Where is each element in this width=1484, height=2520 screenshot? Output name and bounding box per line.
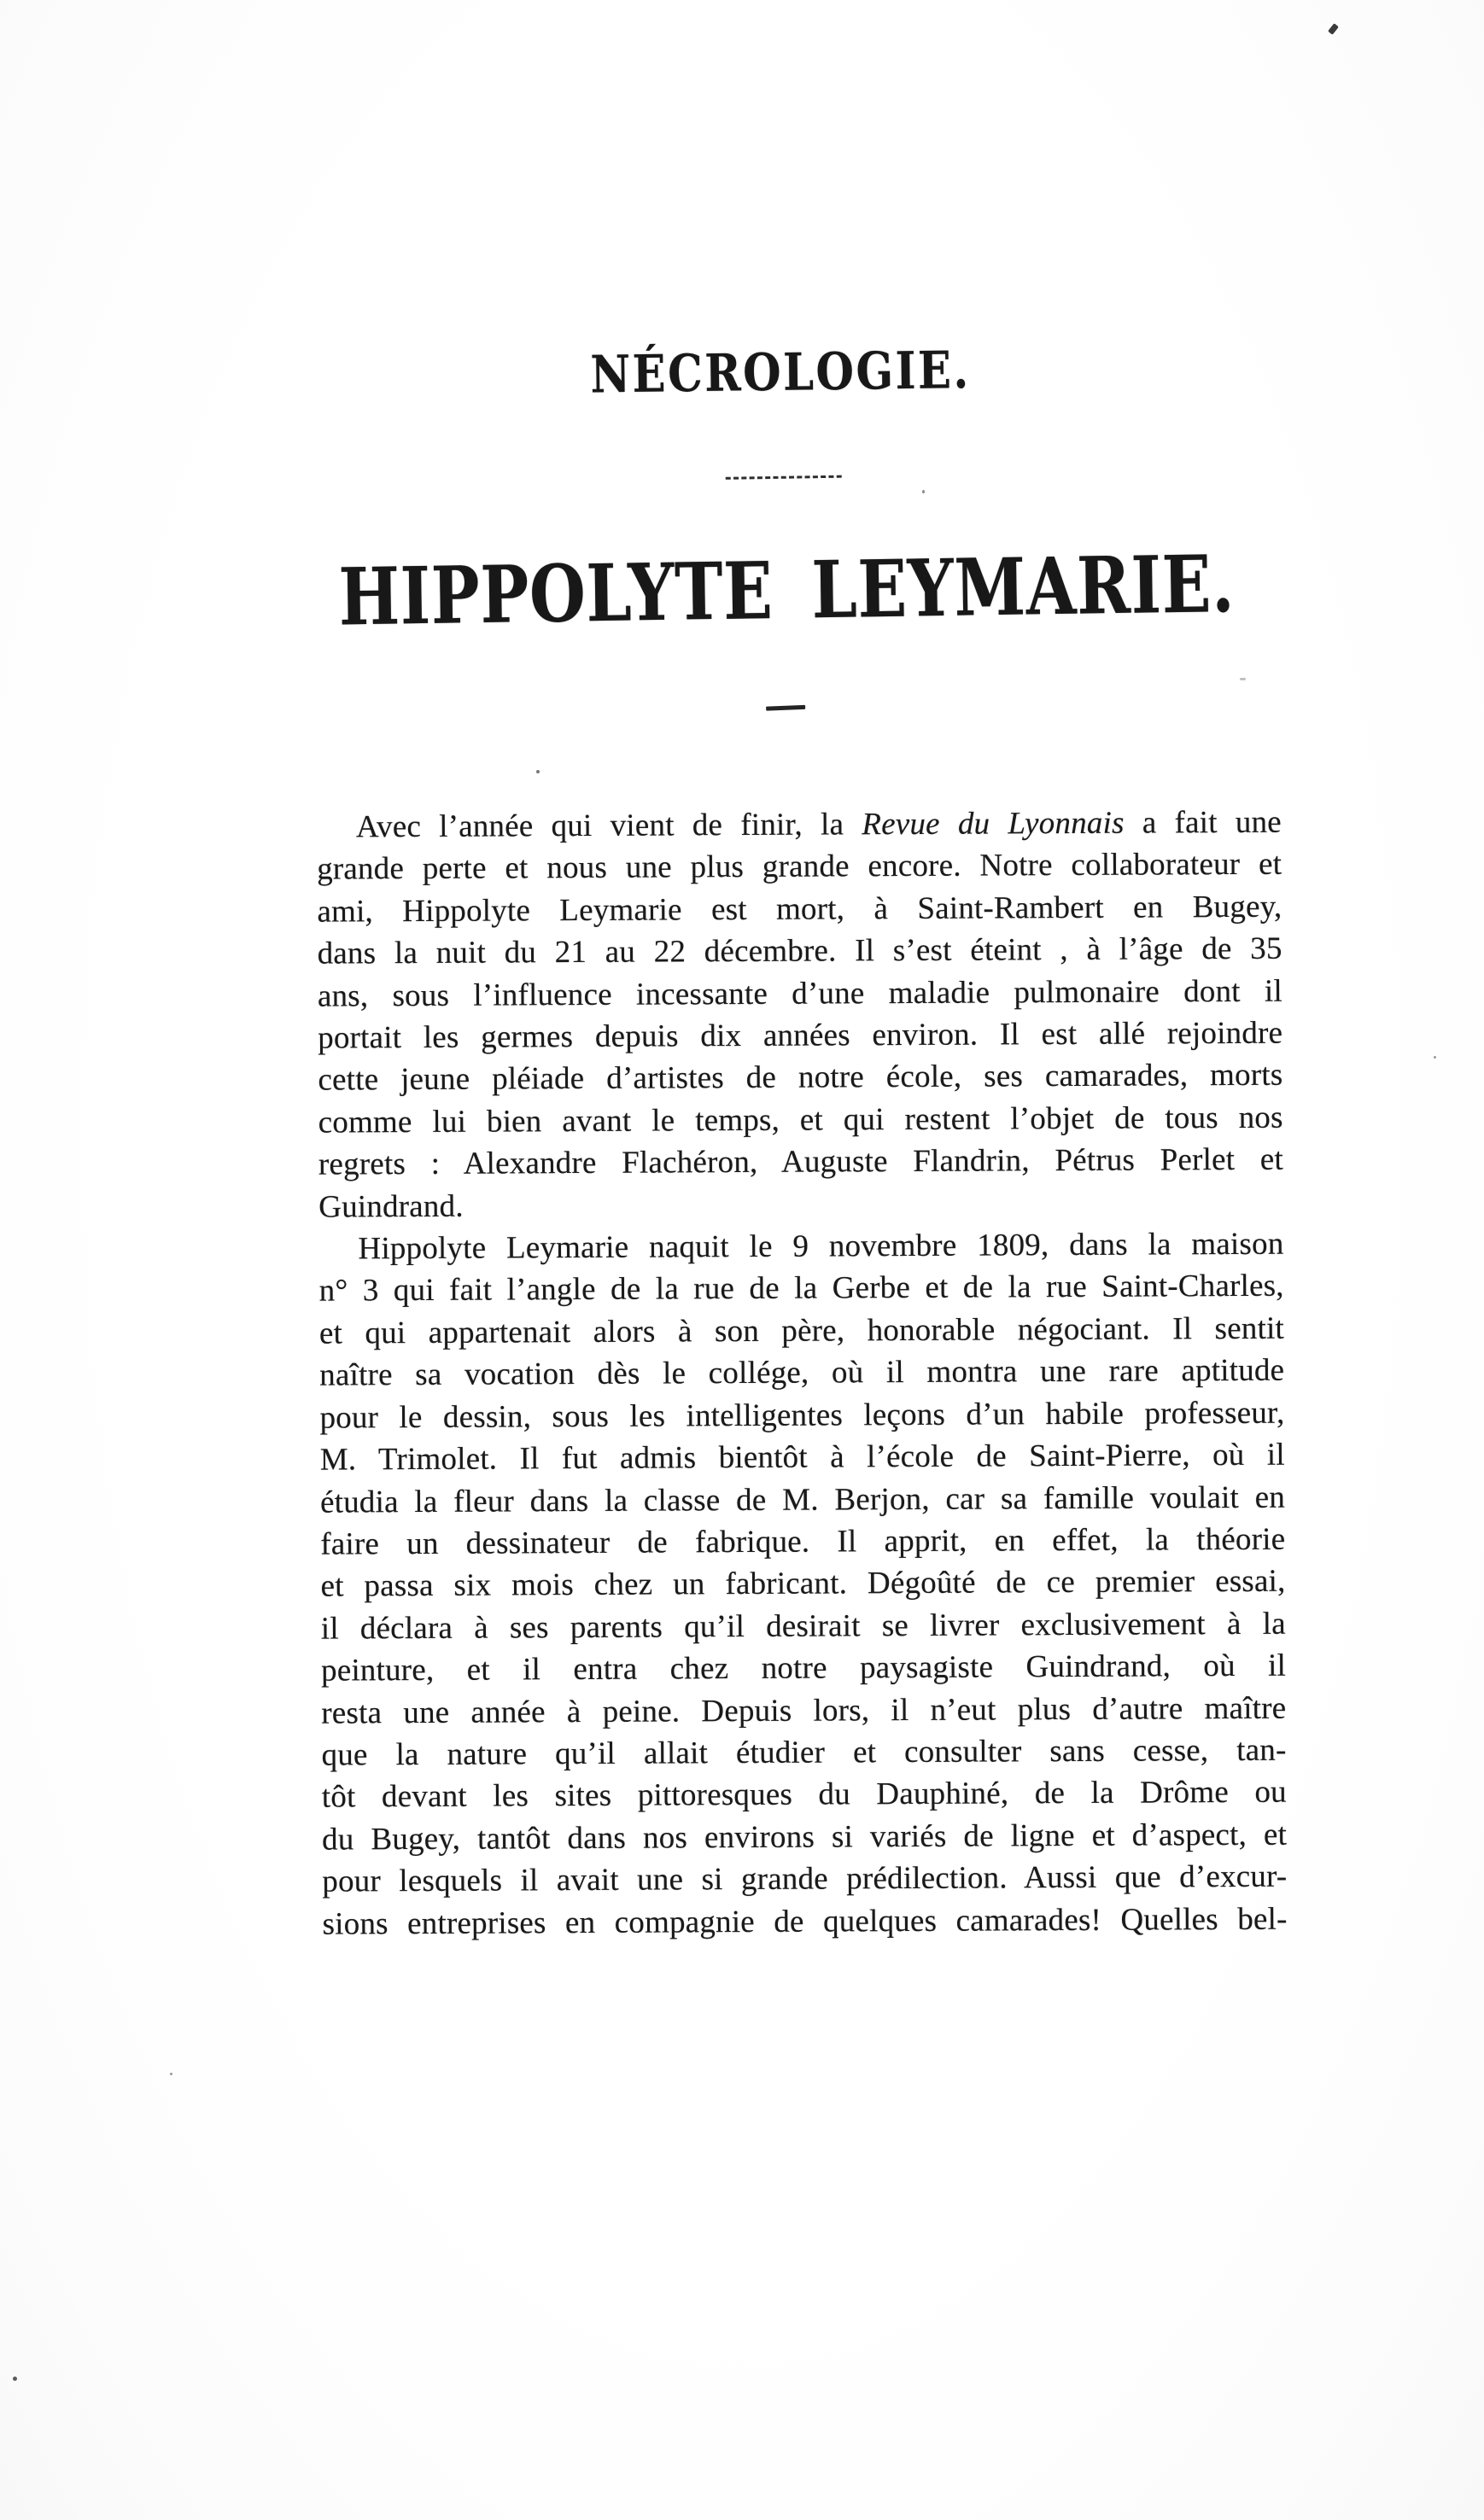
- text-line: n° 3 qui fait l’angle de la rue de la Gerbe et de la rue Saint-Charles,: [318, 1269, 1284, 1310]
- text-line: grande perte et nous une plus grande encore. Notre collaborateur et: [317, 847, 1282, 888]
- text-line: que la nature qu’il allait étudier et consulter sans cesse, tan-: [321, 1732, 1287, 1773]
- short-dash-separator: [766, 705, 805, 711]
- text-line: pour le dessin, sous les intelligentes leçons d’un habile professeur,: [319, 1395, 1285, 1436]
- text-line: cette jeune pléiade d’artistes de notre école, ses camarades, morts: [318, 1058, 1283, 1099]
- article-title: HIPPOLYTE LEYMARIE.: [337, 537, 1236, 644]
- text-line: comme lui bien avant le temps, et qui restent l’objet de tous nos: [318, 1100, 1283, 1140]
- section-title: NÉCROLOGIE.: [590, 341, 972, 405]
- text-line: naître sa vocation dès le collége, où il montra une rare aptitude: [319, 1352, 1285, 1393]
- text-line: Hippolyte Leymarie naquit le 9 novembre 1809, dans la maison: [358, 1226, 1284, 1267]
- journal-name-italic: Revue du Lyonnais: [862, 805, 1125, 843]
- text-line: pour lesquels il avait une si grande prédilection. Aussi que d’excur-: [322, 1858, 1288, 1899]
- text-line: et qui appartenait alors à son père, honorable négociant. Il sentit: [318, 1310, 1285, 1351]
- line-text: a fait une: [1124, 804, 1282, 841]
- scan-speck: [1434, 1056, 1436, 1059]
- scan-speck: [536, 770, 540, 773]
- scan-speck: [1240, 678, 1246, 680]
- text-line: ans, sous l’influence incessante d’une maladie pulmonaire dont il: [317, 973, 1283, 1014]
- text-line: étudia la fleur dans la classe de M. Berjon, car sa famille voulait en: [319, 1479, 1286, 1520]
- text-line: regrets : Alexandre Flachéron, Auguste Flandrin, Pétrus Perlet et: [318, 1141, 1284, 1182]
- text-line: du Bugey, tantôt dans nos environs si variés de ligne et d’aspect, et: [321, 1817, 1288, 1858]
- text-line: portait les germes depuis dix années environ. Il est allé rejoindre: [318, 1015, 1283, 1056]
- text-line: dans la nuit du 21 au 22 décembre. Il s’est éteint , à l’âge de 35: [317, 930, 1282, 971]
- text-line: Guindrand.: [318, 1188, 464, 1225]
- dashed-separator: [726, 475, 842, 480]
- text-line: il déclara à ses parents qu’il desirait se livrer exclusivement à la: [320, 1606, 1286, 1647]
- line-text: Avec l’année qui vient de finir, la: [355, 807, 862, 845]
- scan-speck: [922, 490, 925, 493]
- text-line: et passa six mois chez un fabricant. Dégoûté de ce premier essai,: [320, 1563, 1286, 1604]
- text-line: ami, Hippolyte Leymarie est mort, à Saint-Rambert en Bugey,: [317, 889, 1282, 930]
- text-line: sions entreprises en compagnie de quelques camarades! Quelles bel-: [322, 1901, 1288, 1942]
- article-body: [317, 802, 1288, 1945]
- text-line: M. Trimolet. Il fut admis bientôt à l’école de Saint-Pierre, où il: [319, 1437, 1285, 1478]
- text-line: faire un dessinateur de fabrique. Il apprit, en effet, la théorie: [320, 1521, 1286, 1562]
- scan-speck: [13, 2377, 17, 2381]
- text-line: peinture, et il entra chez notre paysagiste Guindrand, où il: [320, 1648, 1287, 1689]
- scan-speck: [170, 2073, 172, 2075]
- text-line: [317, 802, 1282, 849]
- text-line: tôt devant les sites pittoresques du Dauphiné, de la Drôme ou: [321, 1775, 1287, 1815]
- text-line: resta une année à peine. Depuis lors, il n’eut plus d’autre maître: [321, 1690, 1287, 1731]
